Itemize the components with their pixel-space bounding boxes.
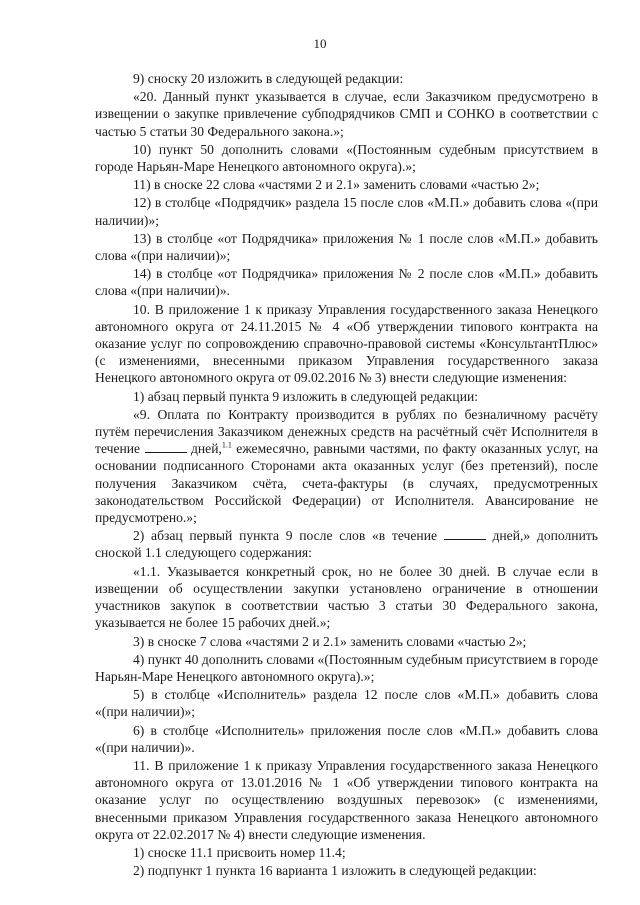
paragraph: 11. В приложение 1 к приказу Управления государственного заказа Ненецкого автономного округа от 13.01.2016 № 1 «Об утверждении типового контракта на оказание услуг по осуществлению воздушных перевозок» (с изменениями, внесенными приказом Управления государственного заказа Ненецкого автономного округа от 22.02.2017 № 4) внести следующие изменения. [95, 757, 598, 842]
paragraph-text: дней,» дополнить сноской 1.1 следующего содержания: [95, 528, 598, 561]
paragraph [95, 527, 598, 561]
paragraph: 3) в сноске 7 слова «частями 2 и 2.1» заменить словами «частью 2»; [133, 633, 527, 649]
paragraph-text: ежемесячно, равными частями, по факту оказанных услуг, на основании подписанного Сторонами акта оказанных услуг (без претензий), после получения Заказчиком счёта, счета-фактуры (в случаях, предусмотренных законодательством Российской Федерации) от Исполнителя. Авансирование не предусмотрено.»; [95, 441, 599, 526]
paragraph: 4) пункт 40 дополнить словами «(Постоянным судебным присутствием в городе Нарьян-Маре Ненецкого автономного округа).»; [95, 651, 598, 684]
paragraph: 10. В приложение 1 к приказу Управления государственного заказа Ненецкого автономного округа от 24.11.2015 № 4 «Об утверждении типового контракта на оказание услуг по сопровождению справочно-правовой системы «КонсультантПлюс» (с изменениями, внесенными приказом Управления государственного заказа Ненецкого автономного округа от 09.02.2016 № 3) внести следующие изменения: [95, 301, 598, 386]
document-body [95, 70, 598, 880]
paragraph: 14) в столбце «от Подрядчика» приложения № 2 после слов «М.П.» добавить слова «(при наличии)». [95, 266, 598, 299]
paragraph: 9) сноску 20 изложить в следующей редакции: [133, 71, 404, 86]
paragraph: 11) в сноске 22 слова «частями 2 и 2.1» заменить словами «частью 2»; [133, 177, 540, 193]
paragraph: 12) в столбце «Подрядчик» раздела 15 после слов «М.П.» добавить слова «(при наличии)»; [95, 195, 598, 228]
footnote-marker: 1.1 [221, 440, 232, 450]
paragraph: 5) в столбце «Исполнитель» раздела 12 после слов «М.П.» добавить слова «(при наличии)»; [95, 687, 598, 720]
paragraph: 10) пункт 50 дополнить словами «(Постоянным судебным присутствием в городе Нарьян-Маре Ненецкого автономного округа).»; [95, 141, 598, 175]
paragraph-text: «9. Оплата по Контракту производится в рублях по безналичному расчёту путём перечисления Заказчиком денежных средств на расчётный счёт Исполнителя в течение [95, 406, 598, 457]
paragraph: «20. Данный пункт указывается в случае, если Заказчиком предусмотрено в извещении о закупке привлечение субподрядчиков СМП и СОНКО в соответствии с частью 5 статьи 30 Федерального закона.»; [95, 89, 598, 139]
paragraph: 1) сноске 11.1 присвоить номер 11.4; [133, 844, 346, 860]
paragraph [95, 406, 598, 526]
paragraph: 13) в столбце «от Подрядчика» приложения № 1 после слов «М.П.» добавить слова «(при наличии)»; [95, 230, 598, 264]
paragraph: 1) абзац первый пункта 9 изложить в следующей редакции: [133, 388, 479, 404]
paragraph: «1.1. Указывается конкретный срок, но не более 30 дней. В случае если в извещении об осуществлении закупки установлено ограничение в отношении участников закупок в соответствии частью 3 статьи 30 Федерального закона, указывается не более 15 рабочих дней.»; [95, 563, 598, 631]
paragraph-text: дней, [190, 441, 222, 457]
blank-field [444, 528, 486, 540]
blank-field [145, 441, 187, 453]
paragraph: 2) подпункт 1 пункта 16 варианта 1 изложить в следующей редакции: [133, 863, 537, 879]
paragraph-text: 2) абзац первый пункта 9 после слов «в течение [133, 528, 438, 544]
page-number: 10 [313, 36, 327, 51]
paragraph: 6) в столбце «Исполнитель» приложения после слов «М.П.» добавить слова «(при наличии)». [95, 722, 598, 755]
